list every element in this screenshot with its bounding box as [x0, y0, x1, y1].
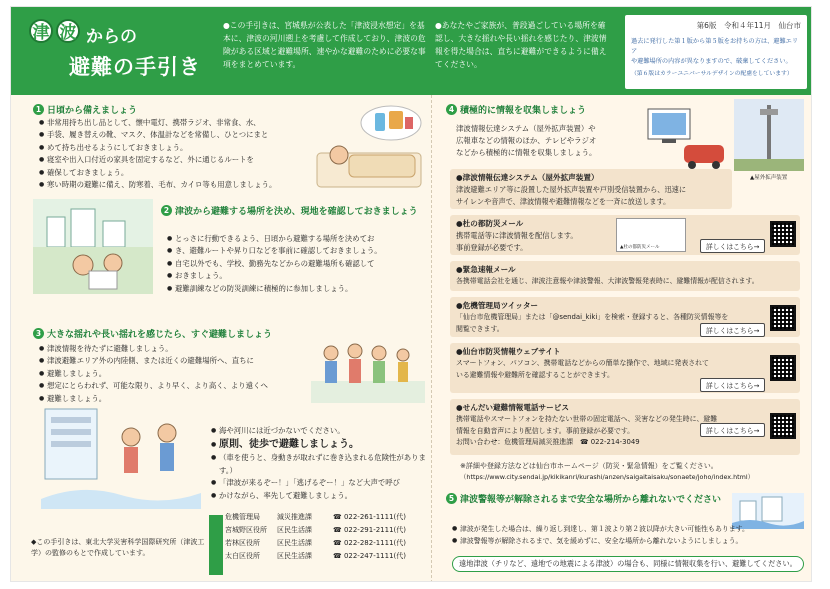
list-item: ● （車を使うと、身動きが取れずに巻き込まれる危険性があります。） — [211, 452, 429, 477]
guide-title — [29, 19, 217, 89]
info-box-emergency-mail — [450, 261, 800, 291]
section-1-number: 1 — [33, 104, 44, 115]
list-item: ● 「津波が来るぞー！」「逃げるぞー！」など大声で呼び — [211, 477, 429, 489]
list-item: ● 避難訓練などの防災訓練に積極的に参加しましょう。 — [167, 283, 425, 295]
url-note-url: （https://www.city.sendai.jp/kikikanri/kurashi/anzen/saigaitaisaku/sonaete/joho/index.html） — [460, 473, 755, 481]
section-4-intro — [456, 123, 636, 159]
box-title: ●危機管理局ツイッター — [456, 301, 539, 310]
contact-tel: ☎ 022-261-1111(代) — [333, 513, 406, 521]
mail-screenshot-image — [616, 218, 686, 252]
box-line: いる避難情報や避難所を確認することができます。 — [456, 370, 614, 379]
disaster-mail-qr-code — [770, 221, 796, 247]
phone-service-qr-code — [770, 413, 796, 439]
mail-image-caption: ▲杜の都防災メール — [620, 245, 660, 250]
box-line: 事前登録が必要です。 — [456, 242, 528, 252]
section-3-title: 大きな揺れや長い揺れを感じたら、すぐ避難しましょう — [47, 330, 273, 340]
list-item: ● 避難しましょう。 — [39, 393, 309, 405]
section-5-title: 津波警報等が解除されるまで安全な場所から離れないでください — [460, 495, 722, 505]
disaster-mail-details-link[interactable]: 詳しくはこちら→ — [700, 239, 765, 253]
box-title: ●杜の都防災メール — [456, 219, 524, 228]
box-body — [456, 276, 802, 288]
contact-office: 危機管理局 — [225, 513, 260, 521]
title-line2: 避難の手引き — [69, 55, 201, 79]
section-4-title: 積極的に情報を収集しましょう — [460, 106, 587, 116]
info-box-disaster-mail — [450, 215, 800, 255]
title-char-2: 波 — [56, 19, 80, 43]
section-3-number: 3 — [33, 328, 44, 339]
phone-service-details-link[interactable]: 詳しくはこちら→ — [700, 423, 765, 437]
list-item: ● めて持ち出せるようにしておきましょう。 — [39, 142, 309, 154]
info-box-twitter — [450, 297, 800, 337]
edition-box — [625, 15, 807, 89]
box-line: 情報を自動音声により配信します。事前登録が必要です。 — [456, 426, 635, 435]
list-item: ● き、避難ルートや昇り口などを事前に確認しておきましょう。 — [167, 245, 425, 257]
box-title: ●せんだい避難情報電話サービス — [456, 403, 569, 412]
section-2-bullets — [167, 233, 425, 295]
list-item: ● 自宅以外でも、学校、勤務先などからの避難場所も確認して — [167, 258, 425, 270]
box-line: 携帯電話等に津波情報を配信します。 — [456, 231, 578, 240]
section-1-bullets — [39, 117, 309, 191]
list-item: ● おきましょう。 — [167, 270, 425, 282]
list-item: ● 津波が発生した場合は、繰り返し到達し、第１波より第２波以降が大きい可能性もあります。 — [452, 523, 808, 535]
contact-tel: ☎ 022-247-1111(代) — [333, 552, 406, 560]
contact-tel: ☎ 022-291-2111(代) — [333, 526, 406, 534]
intro-line: 広報車などの情報のほか、テレビやラジオ — [456, 136, 597, 145]
speaker-photo-caption: ▲屋外拡声装置 — [750, 175, 788, 181]
contact-tel: ☎ 022-282-1111(代) — [333, 539, 406, 547]
section-1-title: 日頃から備えましょう — [47, 106, 138, 116]
info-box-outdoor-system — [450, 169, 732, 209]
tsunami-evacuation-guide — [10, 6, 812, 582]
intro-text-right: ●あなたやご家族が、普段過ごしている場所を確認し、大きな揺れや長い揺れを感じたり、津波情報を得た場合は、直ちに避難ができるように備えてください。 — [435, 21, 607, 69]
box-line: お問い合わせ：危機管理局減災推進課 ☎ 022-214-3049 — [456, 438, 640, 446]
contact-office: 若林区役所 — [225, 539, 260, 547]
list-item: ● 津波避難エリア外の内陸側、または近くの避難場所へ、直ちに — [39, 355, 309, 367]
box-line: サイレンや音声で、津波情報や避難情報などを一斉に放送します。 — [456, 196, 671, 206]
url-note-line: ※詳細や登録方法などは仙台市ホームページ（防災・緊急情報）をご覧ください。 — [460, 462, 718, 470]
outdoor-speaker-photo — [734, 99, 804, 171]
section-3-bullets-2 — [211, 425, 429, 502]
website-qr-code — [770, 355, 796, 381]
box-line: 津波避難エリア等に設置した屋外拡声装置や戸別受信装置から、迅速に — [456, 185, 687, 194]
list-item: ● 確保しておきましょう。 — [39, 167, 309, 179]
intro-line: など — [456, 148, 471, 157]
list-item: ● 想定にとらわれず、可能な限り、より早く、より高く、より遠くへ — [39, 380, 309, 392]
contact-dept: 区民生活課 — [277, 539, 312, 547]
box-line: 「仙台市危機管理局」または「@sendai_kiki」を検索・登録すると、各種防災情報等を — [456, 313, 729, 321]
box-title: ●津波情報伝達システム（屋外拡声装置） — [456, 173, 599, 182]
edition-line-1: 過去に発行した第１版から第５版をお持ちの方は、避難エリア — [631, 38, 799, 55]
intro-text-mid: ●この手引きは、宮城県が公表した「津波浸水想定」を基本に、津波の河川遡上を考慮して作成しており、津波の危険がある区域と避難場所、速やかな避難のために必要な事項をまとめています。 — [223, 21, 426, 69]
section-4-number: 4 — [446, 104, 457, 115]
section-1-heading — [33, 103, 137, 116]
edition-line-2: や避難場所の内容が異なりますので、破棄してください。 — [631, 58, 792, 65]
contact-row — [225, 550, 425, 563]
section-2-heading — [161, 205, 421, 218]
box-title: ●仙台市防災情報ウェブサイト — [456, 347, 561, 356]
section-5-heading — [446, 493, 736, 506]
box-line: 閲覧できます。 — [456, 324, 504, 333]
list-item: ● 津波警報等が解除されるまで、気を緩めずに、安全な場所から離れないようにしましょう。 — [452, 535, 808, 547]
distant-tsunami-note: 遠地津波（チリなど、遠地での地震による津波）の場合も、同様に情報収集を行い、避難してください。 — [452, 556, 804, 572]
twitter-qr-code — [770, 305, 796, 331]
contact-list — [225, 511, 425, 577]
title-char-1: 津 — [29, 19, 53, 43]
box-line: スマートフォン、パソコン、携帯電話などからの簡単な操作で、地域に発表されて — [456, 359, 709, 367]
contact-row — [225, 524, 425, 537]
box-title: ●緊急速報メール — [456, 265, 516, 274]
sleeping-person-illustration — [311, 101, 425, 191]
town-map-illustration — [33, 199, 153, 294]
section-3-heading — [33, 327, 272, 340]
box-line: 携帯電話やスマートフォンを持たない世帯の固定電話へ、災害などの発生時に、避難 — [456, 415, 718, 423]
info-box-phone-service — [450, 399, 800, 455]
list-item: ● とっさに行動できるよう、日頃から避難する場所を決めてお — [167, 233, 425, 245]
contact-office: 宮城野区役所 — [225, 526, 267, 534]
section-5-bullets — [452, 523, 808, 548]
intro-tail: から積極的に情報を収集しましょう。 — [470, 148, 597, 157]
list-item: ● 手袋、履き替えの靴、マスク、体温計などを常備し、ひとつにまと — [39, 129, 309, 141]
twitter-details-link[interactable]: 詳しくはこちら→ — [700, 323, 765, 337]
website-url-note — [460, 461, 800, 483]
list-item: ● 寒い時期の避難に備え、防寒着、毛布、カイロ等も用意しましょう。 — [39, 179, 309, 191]
list-item: ● 津波情報を待たずに避難しましょう。 — [39, 343, 309, 355]
contact-dept: 区民生活課 — [277, 552, 312, 560]
section-2-number: 2 — [161, 205, 172, 216]
contact-row — [225, 511, 425, 524]
contact-label-bar — [209, 515, 223, 575]
pc-and-car-illustration — [628, 99, 728, 171]
list-item: ● 避難しましょう。 — [39, 368, 309, 380]
contact-dept: 減災推進課 — [277, 513, 312, 521]
contact-office: 太白区役所 — [225, 552, 260, 560]
running-family-illustration — [41, 403, 201, 509]
box-line: 各携帯電話会社を通じ、津波注意報や津波警報、大津波警報発表時に、避難情報が配信されます。 — [456, 277, 759, 285]
list-item: ● 非常用持ち出し品として、懐中電灯、携帯ラジオ、非常食、水、 — [39, 117, 309, 129]
header-banner — [11, 7, 812, 95]
section-2-title: 津波から避難する場所を決め、現地を確認しておきましょう — [175, 207, 418, 217]
list-item: ● 海や河川には近づかないでください。 — [211, 425, 429, 437]
title-suffix: からの — [86, 27, 137, 47]
list-item: ● 寝室や出入口付近の家具を固定するなど、外に通じるルートを — [39, 154, 309, 166]
supervision-note: ◆この手引きは、東北大学災害科学国際研究所（津波工学）の監修のもとで作成しています。 — [31, 538, 205, 557]
right-column — [431, 95, 812, 582]
contact-dept: 区民生活課 — [277, 526, 312, 534]
section-5-number: 5 — [446, 493, 457, 504]
list-item: ● かけながら、率先して避難しましょう。 — [211, 490, 429, 502]
section-3-bullets — [39, 343, 309, 405]
edition-label: 第6版 令和４年11月 仙台市 — [696, 21, 801, 30]
website-details-link[interactable]: 詳しくはこちら→ — [700, 378, 765, 392]
box-body — [456, 184, 732, 207]
list-item: ● 原則、徒歩で避難しましょう。 — [211, 437, 429, 452]
info-box-website — [450, 343, 800, 393]
contact-row — [225, 537, 425, 550]
left-column — [11, 95, 431, 582]
section-4-heading — [446, 103, 586, 116]
edition-note: （第６版はカラーユニバーサルデザインの配慮をしています） — [631, 71, 793, 77]
box-body — [456, 230, 616, 253]
intro-line: 津波情報伝達システム（屋外拡声装置）や — [456, 124, 596, 133]
evacuating-people-illustration — [311, 331, 425, 403]
